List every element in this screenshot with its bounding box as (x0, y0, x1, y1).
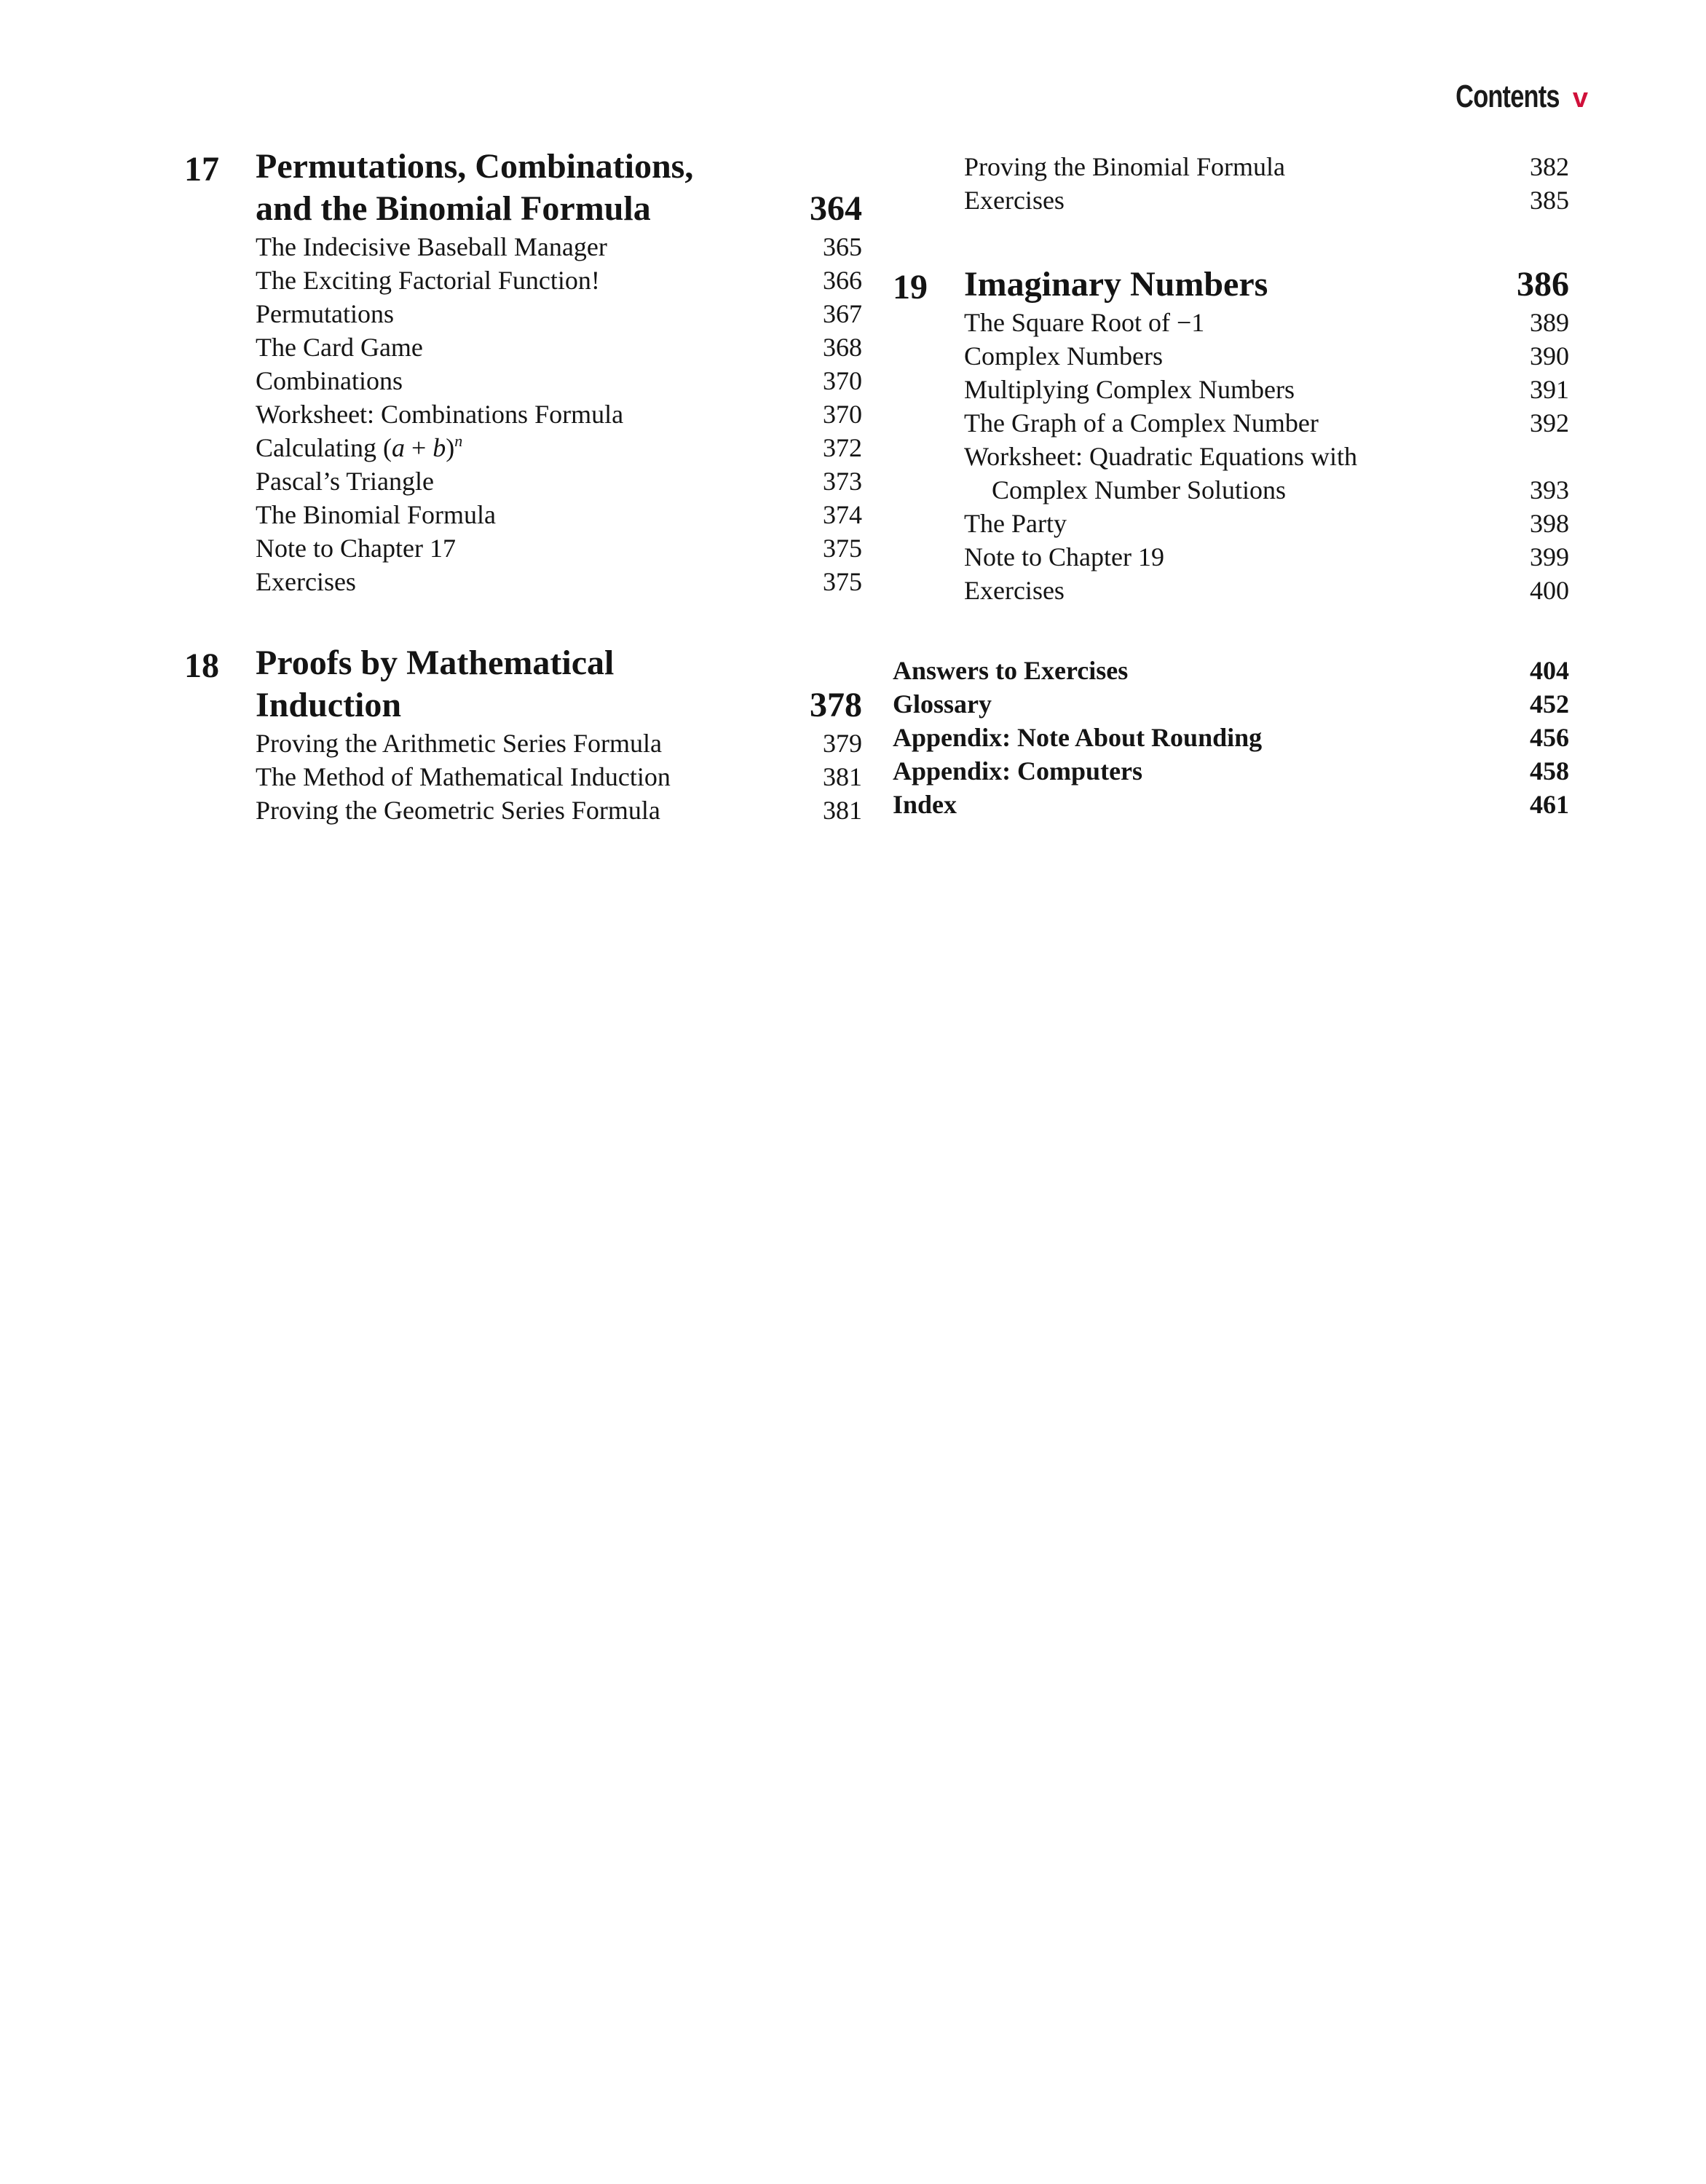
toc-entry-appendix-computers[interactable] (893, 754, 1569, 788)
toc-entry[interactable] (964, 306, 1569, 339)
exponent-n: n (454, 432, 463, 450)
back-matter (893, 654, 1569, 821)
chapter-18 (184, 642, 862, 827)
toc-entry-page: 374 (823, 500, 862, 529)
toc-entry[interactable] (256, 565, 862, 598)
toc-entry-title: Proving the Arithmetic Series Formula (256, 729, 662, 758)
toc-entry-page: 458 (1530, 756, 1569, 786)
toc-entry[interactable] (964, 373, 1569, 406)
toc-entry[interactable] (964, 473, 1569, 507)
var-a: a (391, 433, 405, 462)
chapter-page-number: 364 (810, 189, 862, 228)
toc-entry-page: 390 (1530, 341, 1569, 371)
toc-entry-page: 365 (823, 232, 862, 261)
chapter-19 (893, 264, 1569, 607)
header-section-title: Contents (1456, 79, 1560, 114)
toc-entry-title: Note to Chapter 17 (256, 534, 456, 563)
toc-entry-title: Worksheet: Quadratic Equations with (964, 442, 1357, 471)
toc-entry[interactable] (256, 397, 862, 431)
toc-entry-page: 399 (1530, 542, 1569, 571)
toc-entry[interactable] (256, 431, 862, 464)
toc-entry-title: Permutations (256, 299, 394, 328)
chapter-title-text: Imaginary Numbers (964, 265, 1268, 304)
toc-entry-page: 379 (823, 729, 862, 758)
toc-entry-page: 456 (1530, 723, 1569, 752)
toc-entry[interactable] (964, 540, 1569, 574)
toc-entry[interactable] (964, 507, 1569, 540)
toc-entry-page: 372 (823, 433, 862, 462)
toc-entry-title: Complex Number Solutions (992, 475, 1286, 505)
toc-entry[interactable] (256, 230, 862, 264)
chapter-title[interactable] (964, 264, 1569, 306)
toc-entry[interactable] (256, 727, 862, 760)
toc-entry-page: 370 (823, 366, 862, 395)
toc-entry-page: 452 (1530, 689, 1569, 719)
toc-entry-page: 382 (1530, 152, 1569, 181)
toc-entry-page: 404 (1530, 656, 1569, 685)
toc-entry-page: 370 (823, 400, 862, 429)
chapter-title-line-1: Proofs by Mathematical (256, 644, 615, 682)
toc-entry-title: Appendix: Computers (893, 756, 1143, 786)
toc-entry-page: 461 (1530, 790, 1569, 819)
toc-entry-page: 366 (823, 266, 862, 295)
toc-entry[interactable] (256, 464, 862, 498)
toc-entry-title: The Indecisive Baseball Manager (256, 232, 607, 261)
toc-entry[interactable] (964, 339, 1569, 373)
chapter-page-number: 386 (1517, 265, 1569, 304)
chapter-page-number: 378 (810, 686, 862, 724)
chapter-title-line-2: and the Binomial Formula (256, 189, 651, 228)
toc-entry-title: Exercises (256, 567, 356, 596)
plus-sign: + (404, 433, 433, 462)
chapter-18-entries (256, 727, 862, 827)
chapter-19-entries (964, 306, 1569, 607)
toc-entry-page: 389 (1530, 308, 1569, 337)
toc-entry-page: 400 (1530, 576, 1569, 605)
toc-entry-page: 398 (1530, 509, 1569, 538)
running-header (1426, 79, 1588, 122)
toc-entry-page: 385 (1530, 186, 1569, 215)
chapter-number: 18 (184, 646, 219, 685)
toc-entry-title: The Exciting Factorial Function! (256, 266, 600, 295)
toc-entry-title: Exercises (964, 576, 1065, 605)
toc-entry[interactable] (964, 440, 1569, 473)
toc-entry[interactable] (256, 297, 862, 331)
toc-entry[interactable] (964, 574, 1569, 607)
toc-right-column (893, 150, 1569, 821)
toc-entry-title: Index (893, 790, 957, 819)
chapter-title[interactable] (256, 146, 862, 230)
toc-entry-title: Proving the Binomial Formula (964, 152, 1285, 181)
toc-entry-title: Complex Numbers (964, 341, 1163, 371)
chapter-18-continued (893, 150, 1569, 217)
toc-entry-page: 392 (1530, 408, 1569, 438)
toc-entry-appendix-rounding[interactable] (893, 721, 1569, 754)
toc-entry-page: 391 (1530, 375, 1569, 404)
header-page-number: v (1572, 83, 1588, 114)
toc-entry[interactable] (256, 498, 862, 531)
toc-entry-title: The Method of Mathematical Induction (256, 762, 671, 791)
toc-entry-title: The Square Root of −1 (964, 308, 1205, 337)
toc-entry[interactable] (256, 331, 862, 364)
toc-entry-glossary[interactable] (893, 687, 1569, 721)
chapter-title-line-1: Permutations, Combinations, (256, 147, 694, 186)
toc-entry[interactable] (964, 183, 1569, 217)
toc-entry[interactable] (256, 264, 862, 297)
chapter-18-continued-entries (964, 150, 1569, 217)
toc-entry-title (256, 433, 462, 462)
close-paren: ) (446, 433, 455, 462)
toc-entry-answers[interactable] (893, 654, 1569, 687)
toc-entry[interactable] (256, 531, 862, 565)
chapter-title[interactable] (256, 642, 862, 727)
chapter-17 (184, 146, 862, 598)
toc-entry-page: 373 (823, 467, 862, 496)
toc-entry[interactable] (256, 794, 862, 827)
toc-entry[interactable] (964, 150, 1569, 183)
toc-entry-title: Combinations (256, 366, 403, 395)
toc-entry-title: Multiplying Complex Numbers (964, 375, 1295, 404)
var-b: b (433, 433, 446, 462)
toc-entry-page: 375 (823, 534, 862, 563)
toc-entry-title: Pascal’s Triangle (256, 467, 435, 496)
toc-entry-page: 393 (1530, 475, 1569, 505)
chapter-number: 17 (184, 150, 219, 189)
toc-entry-title: The Card Game (256, 333, 423, 362)
chapter-title-line-2: Induction (256, 686, 402, 724)
toc-entry[interactable] (964, 406, 1569, 440)
chapter-number: 19 (893, 268, 928, 306)
toc-left-column (184, 146, 862, 827)
toc-entry-title: Proving the Geometric Series Formula (256, 796, 660, 825)
toc-entry-page: 368 (823, 333, 862, 362)
toc-entry-page: 381 (823, 796, 862, 825)
toc-entry-index[interactable] (893, 788, 1569, 821)
title-prefix: Calculating ( (256, 433, 392, 462)
toc-entry-title: The Graph of a Complex Number (964, 408, 1319, 438)
toc-entry-title: The Party (964, 509, 1067, 538)
toc-entry-title: Glossary (893, 689, 992, 719)
toc-entry-page: 367 (823, 299, 862, 328)
toc-entry-title: Worksheet: Combinations Formula (256, 400, 624, 429)
toc-entry-title: Note to Chapter 19 (964, 542, 1164, 571)
toc-entry[interactable] (256, 364, 862, 397)
toc-entry-title: Answers to Exercises (893, 656, 1129, 685)
chapter-17-entries (256, 230, 862, 598)
toc-entry-title: The Binomial Formula (256, 500, 496, 529)
toc-entry-title: Exercises (964, 186, 1065, 215)
toc-entry[interactable] (256, 760, 862, 794)
toc-entry-title: Appendix: Note About Rounding (893, 723, 1263, 752)
toc-entry-page: 375 (823, 567, 862, 596)
toc-entry-page: 381 (823, 762, 862, 791)
